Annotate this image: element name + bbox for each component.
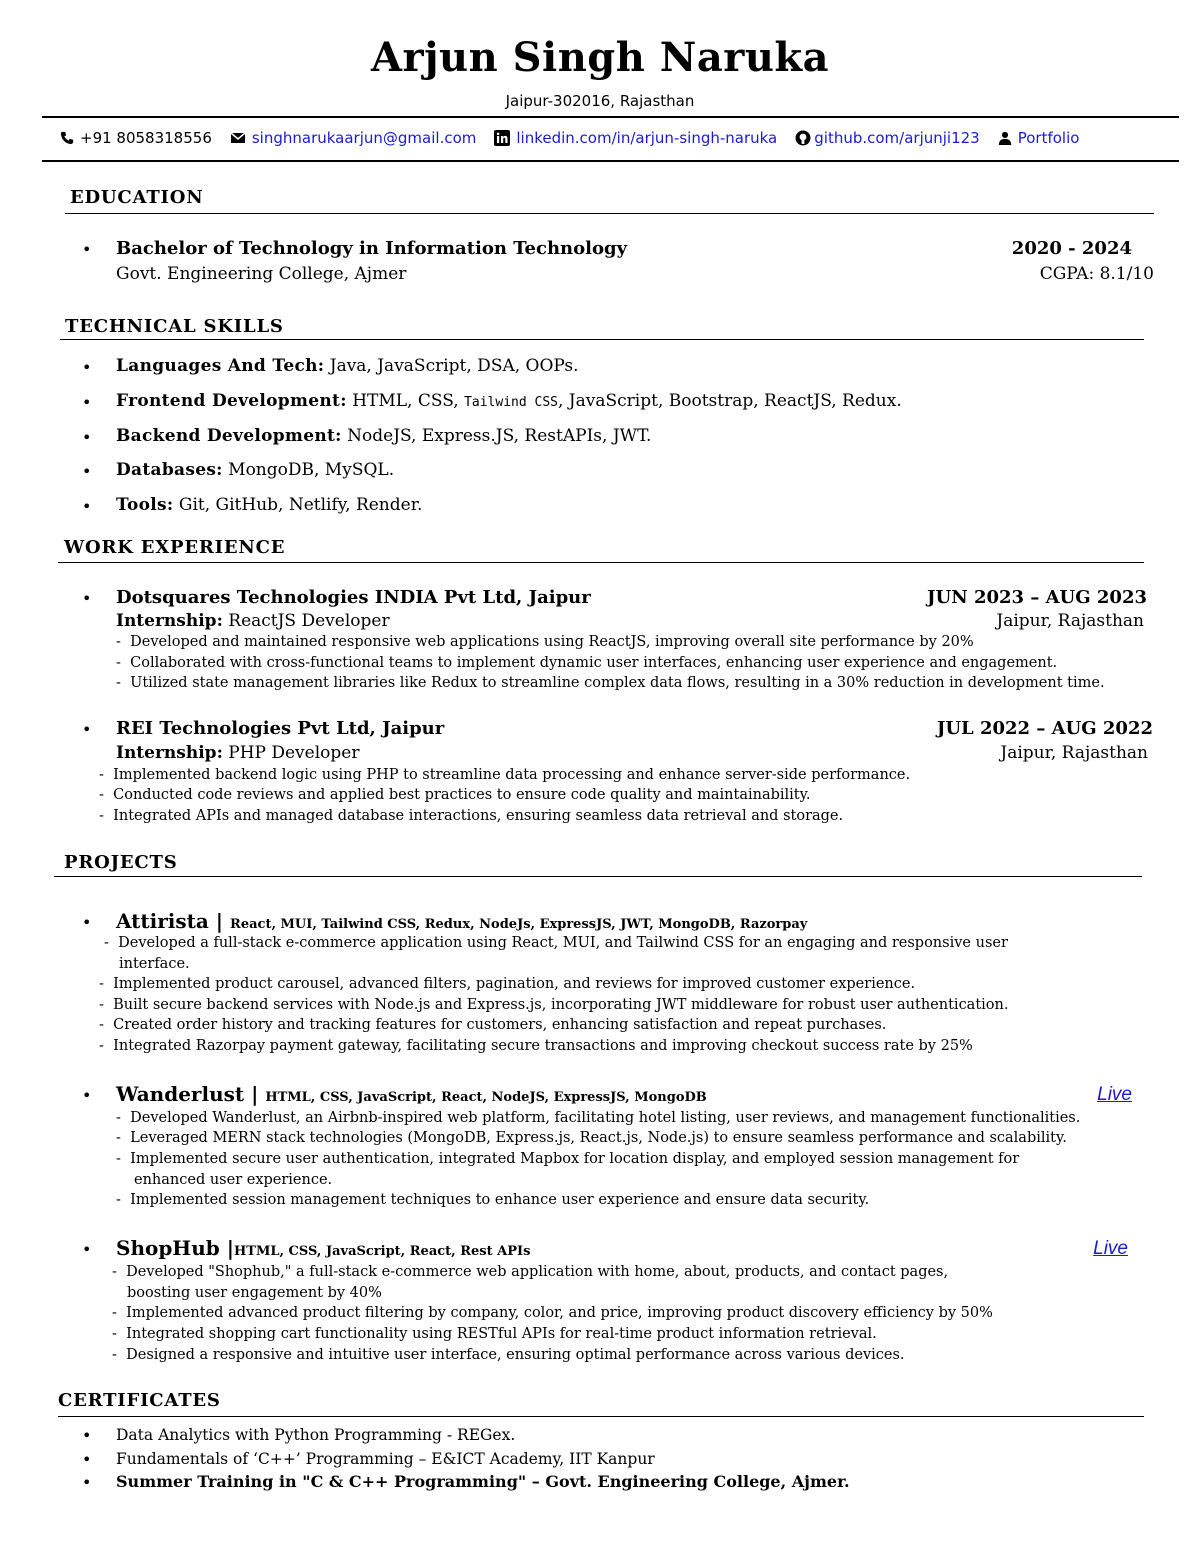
phone-icon (60, 131, 74, 145)
contact-portfolio[interactable] (998, 129, 1080, 147)
linkedin-link[interactable]: linkedin.com/in/arjun-singh-naruka (516, 129, 778, 147)
project-separator: | (208, 909, 231, 933)
contact-github[interactable] (795, 129, 979, 147)
job-role (116, 611, 390, 631)
job-point-text: Implemented backend logic using PHP to streamline data processing and enhance server-side performance. (113, 767, 911, 783)
cert-bullet: • (82, 1450, 92, 1469)
project-point: - Implemented session management techniques to enhance user experience and ensure data security. (116, 1192, 870, 1208)
project-point-text: Built secure backend services with Node.js and Express.js, incorporating JWT middleware for robust user authentication. (113, 997, 1009, 1013)
project-point-text: Implemented session management techniques to enhance user experience and ensure data security. (130, 1192, 870, 1208)
project-point: - Implemented product carousel, advanced filters, pagination, and reviews for improved customer experience. (99, 976, 916, 992)
job-point: - Integrated APIs and managed database interactions, ensuring seamless data retrieval and storage. (99, 808, 844, 824)
skill-value: HTML, CSS, (346, 391, 465, 411)
project-point: - Developed Wanderlust, an Airbnb-inspired web platform, facilitating hotel listing, user reviews, and management functionalities. (116, 1110, 1081, 1126)
skill-value: NodeJS, Express.JS, RestAPIs, JWT. (341, 426, 652, 446)
resume-name: Arjun Singh Naruka (370, 34, 830, 81)
job-company: Dotsquares Technologies INDIA Pvt Ltd, Jaipur (116, 587, 591, 608)
job-dates: JUN 2023 – AUG 2023 (927, 587, 1147, 608)
skill-tools (116, 495, 422, 515)
github-icon (795, 130, 811, 146)
project-point-cont: boosting user engagement by 40% (127, 1285, 382, 1301)
contact-phone[interactable] (60, 129, 212, 147)
skill-value: , JavaScript, Bootstrap, ReactJS, Redux. (558, 391, 902, 411)
skill-bullet: • (82, 462, 92, 481)
project-bullet: • (82, 1240, 92, 1259)
skill-bullet: • (82, 358, 92, 377)
project-point-text: Leveraged MERN stack technologies (MongoDB, Express.js, React.js, Node.js) to ensure seamless performance and scalability. (130, 1130, 1067, 1146)
skills-rule (60, 339, 1144, 340)
skill-value: MongoDB, MySQL. (222, 460, 395, 480)
project-name: Wanderlust (116, 1082, 245, 1106)
certificate-item: Data Analytics with Python Programming - REGex. (116, 1426, 516, 1444)
job-point-text: Conducted code reviews and applied best practices to ensure code quality and maintainability. (113, 787, 811, 803)
skill-value: Java, JavaScript, DSA, OOPs. (324, 356, 579, 376)
project-point: - Integrated Razorpay payment gateway, facilitating secure transactions and improving checkout success rate by 25% (99, 1038, 973, 1054)
role-label: Internship: (116, 611, 223, 631)
degree: Bachelor of Technology in Information Technology (116, 238, 628, 259)
job-point-text: Utilized state management libraries like Redux to streamline complex data flows, resulting in a 30% reduction in development time. (130, 675, 1105, 691)
project-point-text: Developed Wanderlust, an Airbnb-inspired web platform, facilitating hotel listing, user reviews, and management functionalities. (130, 1110, 1081, 1126)
project-point-text: Developed "Shophub," a full-stack e-commerce web application with home, about, products, and contact pages, (126, 1264, 949, 1280)
job-point-text: Developed and maintained responsive web applications using ReactJS, improving overall site performance by 20% (130, 634, 974, 650)
project-point-text: Developed a full-stack e-commerce application using React, MUI, and Tailwind CSS for an engaging and responsive user (118, 935, 1008, 951)
skill-label: Tools: (116, 495, 174, 515)
cert-bullet: • (82, 1473, 92, 1492)
project-point: - Leveraged MERN stack technologies (MongoDB, Express.js, React.js, Node.js) to ensure seamless performance and scalability. (116, 1130, 1067, 1146)
skill-label: Frontend Development: (116, 391, 347, 411)
project-separator: | (244, 1082, 266, 1106)
project-point: - Developed a full-stack e-commerce application using React, MUI, and Tailwind CSS for an engaging and responsive user (104, 935, 1008, 951)
job-point: - Utilized state management libraries like Redux to streamline complex data flows, resulting in a 30% reduction in development time. (116, 675, 1105, 691)
skill-bullet: • (82, 497, 92, 516)
skill-backend (116, 426, 651, 446)
project-point-text: Created order history and tracking features for customers, enhancing satisfaction and repeat purchases. (113, 1017, 887, 1033)
role-label: Internship: (116, 743, 223, 763)
project-bullet: • (82, 913, 92, 932)
project-point: - Implemented advanced product filtering by company, color, and price, improving product discovery efficiency by 50% (112, 1305, 993, 1321)
email-link[interactable]: singhnarukaarjun@gmail.com (251, 129, 477, 147)
project-title-line (116, 1236, 530, 1260)
skill-value-tailwind: Tailwind CSS (464, 395, 558, 410)
job-point: - Collaborated with cross-functional teams to implement dynamic user interfaces, enhancing user experience and engagement. (116, 655, 1058, 671)
project-point: - Built secure backend services with Node.js and Express.js, incorporating JWT middleware for robust user authentication. (99, 997, 1009, 1013)
skill-languages (116, 356, 579, 376)
certificates-rule (58, 1416, 1144, 1417)
projects-heading: PROJECTS (64, 852, 178, 873)
skill-frontend (116, 391, 902, 411)
contact-email[interactable] (230, 129, 477, 147)
certificate-item: Summer Training in "C & C++ Programming" – Govt. Engineering College, Ajmer. (116, 1472, 850, 1491)
job-location: Jaipur, Rajasthan (1000, 743, 1148, 763)
project-point: - Implemented secure user authentication, integrated Mapbox for location display, and employed session management for (116, 1151, 1020, 1167)
skills-heading: TECHNICAL SKILLS (65, 316, 284, 337)
project-point-text: Implemented advanced product filtering by company, color, and price, improving product discovery efficiency by 50% (126, 1305, 993, 1321)
education-heading: EDUCATION (70, 187, 204, 208)
project-live-link[interactable]: Live (1093, 1238, 1128, 1259)
skill-value: Git, GitHub, Netlify, Render. (173, 495, 423, 515)
job-point: - Developed and maintained responsive web applications using ReactJS, improving overall site performance by 20% (116, 634, 974, 650)
address: Jaipur-302016, Rajasthan (505, 92, 695, 110)
skill-bullet: • (82, 428, 92, 447)
project-name: Attirista (116, 909, 209, 933)
job-location: Jaipur, Rajasthan (996, 611, 1144, 631)
education-rule (65, 213, 1154, 214)
project-point-cont: interface. (119, 956, 190, 972)
portfolio-link[interactable]: Portfolio (1017, 129, 1080, 147)
role-title: PHP Developer (222, 743, 360, 763)
job-role (116, 743, 359, 763)
role-title: ReactJS Developer (222, 611, 390, 631)
header-divider-bottom (42, 160, 1179, 162)
job-point-text: Integrated APIs and managed database interactions, ensuring seamless data retrieval and storage. (113, 808, 844, 824)
contact-linkedin[interactable] (494, 129, 777, 147)
project-tech: React, MUI, Tailwind CSS, Redux, NodeJs, ExpressJS, JWT, MongoDB, Razorpay (230, 917, 808, 932)
job-point-text: Collaborated with cross-functional teams to implement dynamic user interfaces, enhancing user experience and engagement. (130, 655, 1058, 671)
project-tech: HTML, CSS, JavaScript, React, NodeJS, ExpressJS, MongoDB (265, 1090, 707, 1105)
cert-bullet: • (82, 1426, 92, 1445)
phone-text: +91 8058318556 (80, 129, 212, 147)
projects-rule (54, 876, 1142, 877)
linkedin-icon (494, 130, 510, 146)
project-point: - Designed a responsive and intuitive user interface, ensuring optimal performance across various devices. (112, 1347, 905, 1363)
skill-label: Backend Development: (116, 426, 342, 446)
project-live-link[interactable]: Live (1097, 1084, 1132, 1105)
project-name: ShopHub (116, 1236, 220, 1260)
experience-heading: WORK EXPERIENCE (64, 537, 286, 558)
job-point: - Implemented backend logic using PHP to streamline data processing and enhance server-side performance. (99, 767, 911, 783)
skill-label: Languages And Tech: (116, 356, 325, 376)
job-company: REI Technologies Pvt Ltd, Jaipur (116, 718, 445, 739)
project-point: - Integrated shopping cart functionality using RESTful APIs for real-time product information retrieval. (112, 1326, 877, 1342)
project-point-text: Integrated shopping cart functionality using RESTful APIs for real-time product information retrieval. (126, 1326, 877, 1342)
github-link[interactable]: github.com/arjunji123 (814, 129, 980, 147)
project-point: - Created order history and tracking features for customers, enhancing satisfaction and repeat purchases. (99, 1017, 887, 1033)
project-point-cont: enhanced user experience. (134, 1172, 333, 1188)
cgpa: CGPA: 8.1/10 (1039, 264, 1154, 284)
experience-rule (58, 562, 1144, 563)
email-icon (230, 130, 246, 146)
job-dates: JUL 2022 – AUG 2022 (936, 718, 1153, 739)
job-bullet: • (82, 589, 92, 608)
project-separator: | (219, 1236, 234, 1260)
project-point: - Developed "Shophub," a full-stack e-commerce web application with home, about, products, and contact pages, (112, 1264, 949, 1280)
certificate-item: Fundamentals of ‘C++’ Programming – E&ICT Academy, IIT Kanpur (116, 1450, 655, 1468)
project-point-text: Designed a responsive and intuitive user interface, ensuring optimal performance across various devices. (126, 1347, 905, 1363)
skill-label: Databases: (116, 460, 223, 480)
project-point-text: Implemented product carousel, advanced filters, pagination, and reviews for improved customer experience. (113, 976, 916, 992)
header-divider-top (42, 116, 1179, 118)
project-bullet: • (82, 1086, 92, 1105)
project-title-line (116, 1082, 707, 1106)
skill-bullet: • (82, 393, 92, 412)
certificates-heading: CERTIFICATES (58, 1390, 221, 1411)
project-point-text: Implemented secure user authentication, integrated Mapbox for location display, and employed session management for (130, 1151, 1020, 1167)
contact-bar (60, 129, 1097, 147)
user-icon (998, 131, 1012, 145)
project-point-text: Integrated Razorpay payment gateway, facilitating secure transactions and improving checkout success rate by 25% (113, 1038, 973, 1054)
project-tech: HTML, CSS, JavaScript, React, Rest APIs (233, 1244, 531, 1259)
college: Govt. Engineering College, Ajmer (116, 264, 407, 284)
skill-databases (116, 460, 394, 480)
job-point: - Conducted code reviews and applied best practices to ensure code quality and maintainability. (99, 787, 811, 803)
education-years: 2020 - 2024 (1011, 238, 1132, 259)
job-bullet: • (82, 720, 92, 739)
project-title-line (116, 909, 807, 933)
education-bullet: • (82, 240, 92, 259)
